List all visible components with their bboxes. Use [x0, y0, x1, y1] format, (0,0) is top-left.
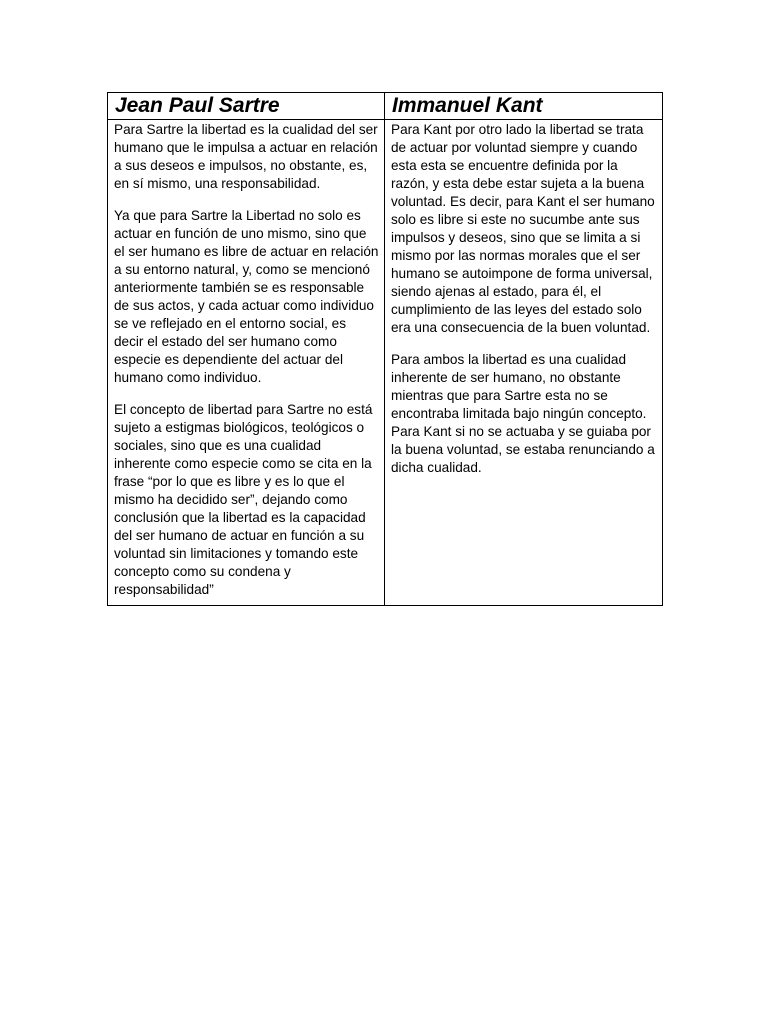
sartre-paragraph-1: Para Sartre la libertad es la cualidad del ser humano que le impulsa a actuar en relación a sus deseos e impulsos, no obstante, es, en sí mismo, una responsabilidad.: [114, 122, 378, 191]
sartre-cell: [108, 120, 385, 606]
header-row: [108, 93, 663, 120]
content-row: [108, 120, 663, 606]
kant-paragraph-1: Para Kant por otro lado la libertad se trata de actuar por voluntad siempre y cuando esta esta se encuentre definida por la razón, y esta debe estar sujeta a la buena voluntad. Es decir, para Kant el ser humano solo es libre si este no sucumbe ante sus impulsos y deseos, sino que se limita a si mismo por las normas morales que el ser humano se autoimpone de forma universal, siendo ajenas al estado, para él, el cumplimiento de las leyes del estado solo era una consecuencia de la buen voluntad.: [391, 122, 655, 335]
comparison-table: [107, 92, 663, 606]
header-kant: Immanuel Kant: [385, 93, 663, 120]
header-sartre: Jean Paul Sartre: [108, 93, 385, 120]
sartre-paragraph-3: El concepto de libertad para Sartre no está sujeto a estigmas biológicos, teológicos o sociales, sino que es una cualidad inherente como especie como se cita en la frase “por lo que es libre y es lo que el mismo ha decidido ser”, dejando como conclusión que la libertad es la capacidad del ser humano de actuar en función a su voluntad sin limitaciones y tomando este concepto como su condena y responsabilidad”: [114, 402, 373, 597]
kant-cell: [385, 120, 663, 606]
kant-paragraph-2: Para ambos la libertad es una cualidad inherente de ser humano, no obstante mientras que para Sartre esta no se encontraba limitada bajo ningún concepto. Para Kant si no se actuaba y se guiaba por la buena voluntad, se estaba renunciando a dicha cualidad.: [391, 352, 655, 475]
sartre-paragraph-2: Ya que para Sartre la Libertad no solo es actuar en función de uno mismo, sino que el ser humano es libre de actuar en relación a su entorno natural, y, como se mencionó anteriormente también se es responsable de sus actos, y cada actuar como individuo se ve reflejado en el entorno social, es decir el estado del ser humano como especie es dependiente del actuar del humano como individuo.: [114, 208, 379, 385]
